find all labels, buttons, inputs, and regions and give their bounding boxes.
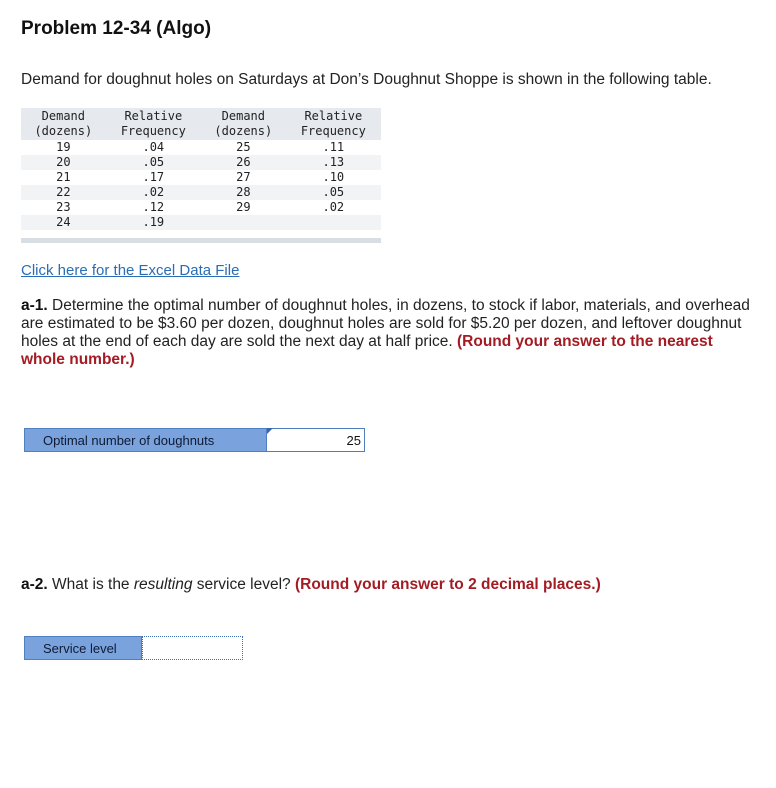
optimal-number-input[interactable] [267,428,365,452]
service-level-input[interactable] [142,636,243,660]
header-frequency-2: Relative Frequency [286,108,381,140]
table-spacer-row [21,230,381,241]
question-a2-hint: (Round your answer to 2 decimal places.) [294,576,601,593]
question-a2 [21,576,751,594]
problem-title: Problem 12-34 (Algo) [21,18,212,39]
table-cell: 25 [236,140,251,154]
table-cell: 20 [21,155,106,170]
header-demand-2: Demand (dozens) [201,108,286,140]
question-a1-text: Determine the optimal number of doughnut holes, in dozens, to stock if labor, materials, and overhead are estimated to be $3.60 per dozen, doughnut holes are sold for $5.20 per dozen, and leftover doughnut holes at the end of each day are sold the next day at half price. [21,297,750,350]
table-cell: 27 [236,170,251,184]
table-cell: .04 [142,140,165,154]
answer-a2-row [24,636,243,660]
table-cell: 28 [201,185,286,200]
problem-intro: Demand for doughnut holes on Saturdays at Don’s Doughnut Shoppe is shown in the following table. [21,71,712,88]
table-cell: 29 [236,200,251,214]
table-row [21,170,381,185]
table-cell: .05 [106,155,201,170]
table-cell: 23 [56,200,71,214]
question-a1-number: a-1. [21,297,48,314]
demand-frequency-table [21,108,381,243]
table-cell: 22 [21,185,106,200]
table-cell: .10 [322,170,345,184]
table-cell: .19 [106,215,201,230]
table-cell: .11 [322,140,345,154]
table-cell [286,215,381,230]
question-a2-text-after: service level? [192,576,295,593]
header-demand-1: Demand (dozens) [21,108,106,140]
table-cell: .05 [286,185,381,200]
table-cell: 21 [56,170,71,184]
table-row [21,185,381,200]
answer-a1-label: Optimal number of doughnuts [24,428,267,452]
question-a1-hint: (Round your answer to the nearest whole number.) [21,333,713,368]
table-header-row [21,108,381,140]
answer-flag-icon [267,428,273,434]
answer-a1-row [24,428,365,452]
table-row [21,200,381,215]
header-frequency-1: Relative Frequency [106,108,201,140]
table-cell: 19 [56,140,71,154]
question-a1 [21,297,751,369]
table-row [21,155,381,170]
table-cell: .02 [322,200,345,214]
table-row [21,215,381,230]
table-cell [201,215,286,230]
table-cell: .17 [142,170,165,184]
question-a2-number: a-2. [21,576,48,593]
answer-a1-input-wrap [267,428,365,452]
table-cell: 24 [21,215,106,230]
table-cell: .12 [142,200,165,214]
table-cell: .13 [286,155,381,170]
table-cell: 26 [201,155,286,170]
question-a2-text-italic: resulting [133,576,193,593]
table-cell: .02 [106,185,201,200]
excel-data-file-link[interactable]: Click here for the Excel Data File [21,262,240,279]
question-a2-text-before: What is the [47,576,134,593]
answer-a2-label: Service level [24,636,142,660]
table-spacer-cell [21,230,381,241]
table-row [21,140,381,155]
